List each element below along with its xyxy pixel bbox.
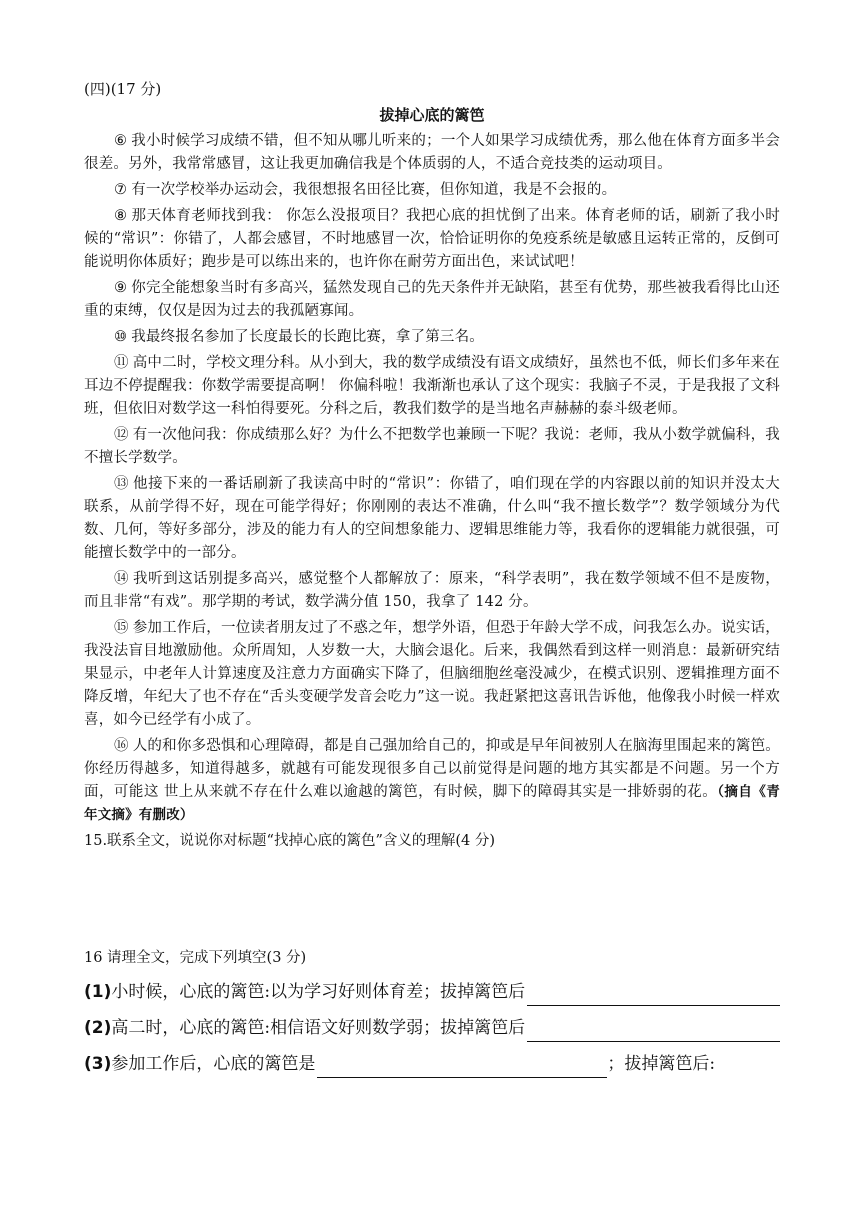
paragraph-number: ⑪ — [114, 355, 129, 371]
paragraph-9 — [84, 277, 780, 323]
paragraph-text: 我最终报名参加了长度最长的长跑比赛，拿了第三名。 — [131, 329, 485, 345]
fill-item-text: 参加工作后，心底的篱笆是 — [111, 1054, 316, 1074]
paragraph-text: 我小时候学习成绩不错，但不知从哪儿听来的；一个人如果学习成绩优秀，那么他在体育方面多半会很差。另外，我常常感冒，这让我更加确信我是个体质弱的人，不适合竞技类的运动项目。 — [84, 133, 781, 172]
section-header: (四)(17 分) — [84, 80, 162, 98]
paragraph-text: 他接下来的一番话刷新了我读高中时的“常识”：你错了，咱们现在学的内容跟以前的知识并没太大联系，从前学得不好，现在可能学得好；你刚刚的表达不准确，什么叫“我不擅长数学”？数学领域分为代数、几何，等好多部分，涉及的能力有人的空间想象能力、逻辑思维能力等，我看你的逻辑能力就很强，可能擅长数学中的一部分。 — [84, 476, 781, 561]
answer-blank[interactable] — [527, 985, 780, 1006]
fill-item-2 — [84, 1014, 780, 1042]
source-citation: （摘自《青年文摘》有删改） — [84, 784, 780, 823]
paragraph-text: 我听到这话别提多高兴，感觉整个人都解放了：原来，“科学表明”，我在数学领域不但不是废物，而且非常“有戏”。那学期的考试，数学满分值 150，我拿了 142 分。 — [84, 571, 781, 610]
paragraph-text: 有一次学校举办运动会，我很想报名田径比赛，但你知道，我是不会报的。 — [131, 182, 617, 198]
paragraph-number: ⑧ — [114, 208, 128, 224]
paragraph-6 — [84, 130, 780, 176]
paragraph-number: ⑫ — [114, 427, 129, 443]
paragraph-text: 那天体育老师找到我： 你怎么没报项目？我把心底的担忧倒了出来。体育老师的话，刷新了我小时候的“常识”：你错了，人都会感冒，不时地感冒一次，恰恰证明你的免疫系统是敏感且运转正常的，反倒可能说明你体质好；跑步是可以练出来的，也许你在耐劳方面出色，来试试吧！ — [84, 208, 781, 270]
paragraph-7 — [84, 179, 780, 202]
question-16: 16 请理全文，完成下列填空(3 分) — [84, 950, 307, 966]
fill-item-index: (1) — [84, 982, 112, 1002]
paragraph-14 — [84, 568, 780, 614]
paragraph-number: ⑬ — [114, 476, 130, 492]
paragraph-12 — [84, 424, 780, 470]
paragraph-11 — [84, 352, 780, 421]
article-body — [84, 130, 780, 827]
fill-item-text: 高二时，心底的篱笆:相信语文好则数学弱；拔掉篱笆后 — [111, 1018, 526, 1038]
paragraph-number: ⑨ — [114, 280, 128, 296]
paragraph-text: 高中二时，学校文理分科。从小到大，我的数学成绩没有语文成绩好，虽然也不低，师长们多年来在耳边不停提醒我：你数学需要提高啊！ 你偏科啦！我渐渐也承认了这个现实：我脑子不灵，于是我报了文科班，但依旧对数学这一科怕得要死。分科之后，教我们数学的是当地名声赫赫的泰斗级老师。 — [84, 355, 781, 417]
paragraph-13 — [84, 473, 780, 565]
fill-item-text: 小时候，心底的篱笆:以为学习好则体育差；拔掉篱笆后 — [111, 982, 526, 1002]
answer-blank[interactable] — [527, 1021, 780, 1042]
paragraph-15 — [84, 617, 780, 732]
paragraph-number: ⑩ — [114, 329, 128, 345]
paragraph-text: 人的和你多恐惧和心理障碍，都是自己强加给自己的，抑或是早年间被别人在脑海里围起来的篱笆。你经历得越多，知道得越多，就越有可能发现很多自己以前觉得是问题的地方其实都是不问题。另一个方面，可能这 世上从来就不存在什么难以逾越的篱笆，有时候，脚下的障碍其实是一排娇弱的花。 — [84, 738, 781, 800]
paragraph-number: ⑦ — [114, 182, 128, 198]
paragraph-8 — [84, 205, 780, 274]
exam-page — [84, 78, 780, 1086]
answer-space-15[interactable] — [84, 853, 780, 947]
paragraph-16 — [84, 735, 780, 827]
paragraph-10 — [84, 326, 780, 349]
paragraph-text: 有一次他问我：你成绩那么好？为什么不把数学也兼顾一下呢？我说：老师，我从小数学就偏科，我不擅长学数学。 — [84, 427, 781, 466]
fill-item-3 — [84, 1050, 780, 1078]
fill-item-1 — [84, 978, 780, 1006]
article-title: 拔掉心底的篱笆 — [379, 106, 485, 124]
question-15: 15.联系全文，说说你对标题“找掉心底的篱色”含义的理解(4 分) — [84, 833, 496, 849]
paragraph-text: 你完全能想象当时有多高兴，猛然发现自己的先天条件并无缺陷，甚至有优势，那些被我看得比山还重的束缚，仅仅是因为过去的我孤陋寡闻。 — [84, 280, 781, 319]
paragraph-number: ⑮ — [114, 620, 129, 636]
paragraph-text: 参加工作后，一位读者朋友过了不惑之年，想学外语，但恐于年龄大学不成，问我怎么办。说实话，我没法盲目地激励他。众所周知，人岁数一大，大脑会退化。后来，我偶然看到这样一则消息：最新研究结果显示，中老年人计算速度及注意力方面确实下降了，但脑细胞丝毫没减少，在模式识别、逻辑推理方面不降反增，年纪大了也不存在“舌头变硬学发音会吃力”这一说。我赶紧把这喜讯告诉他，他像我小时候一样欢喜，如今已经学有小成了。 — [84, 620, 781, 728]
fill-item-text-after: ；拔掉篱笆后: — [607, 1054, 716, 1074]
paragraph-number: ⑥ — [114, 133, 128, 149]
answer-blank[interactable] — [317, 1057, 607, 1078]
paragraph-number: ⑯ — [114, 738, 129, 754]
fill-item-index: (2) — [84, 1018, 112, 1038]
fill-item-index: (3) — [84, 1054, 112, 1074]
paragraph-number: ⑭ — [114, 571, 130, 587]
